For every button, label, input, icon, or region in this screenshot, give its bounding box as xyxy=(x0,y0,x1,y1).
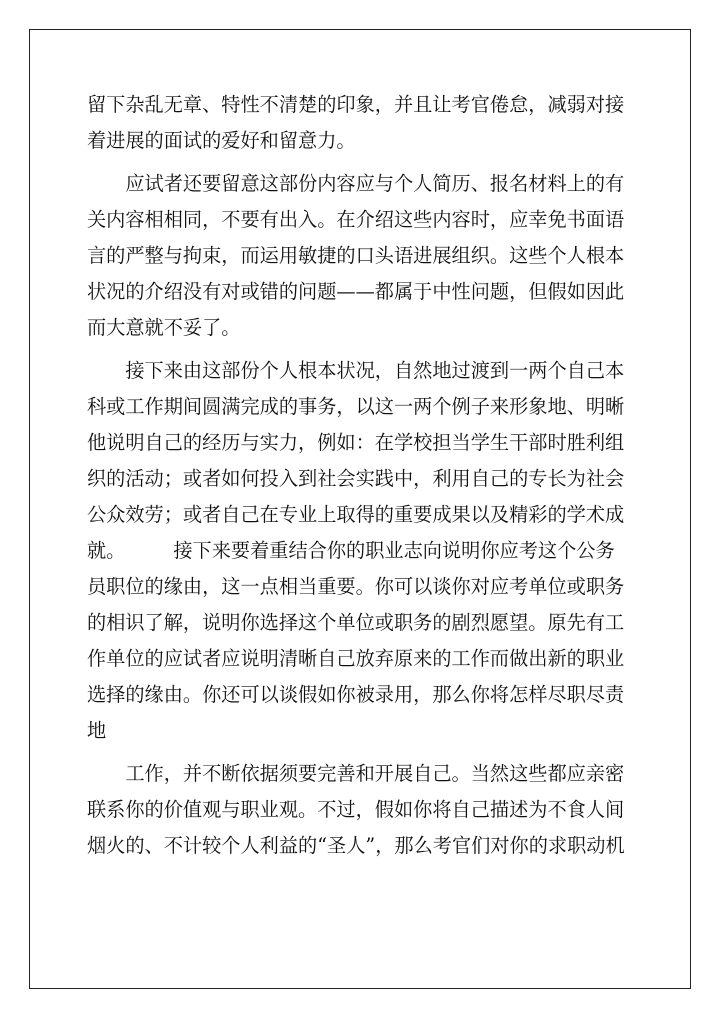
text-line: 着进展的面试的爱好和留意力。 xyxy=(87,129,356,152)
text-line: 烟火的、不计较个人利益的“圣人”，那么考官们对你的求职动机 xyxy=(87,834,625,857)
text-line: 工作，并不断依据须要完善和开展自己。当然这些都应亲密 xyxy=(87,762,625,785)
text-line: 接下来由这部份个人根本状况，自然地过渡到一两个自己本 xyxy=(87,359,625,382)
text-line: 关内容相相同，不要有出入。在介绍这些内容时，应幸免书面语 xyxy=(87,208,625,231)
text-line: 作单位的应试者应说明清晰自己放弃原来的工作而做出新的职业 xyxy=(87,647,625,670)
text-line: 的相识了解，说明你选择这个单位或职务的剧烈愿望。原先有工 xyxy=(87,611,625,634)
text-line: 留下杂乱无章、特性不清楚的印象，并且让考官倦怠，减弱对接 xyxy=(87,93,625,116)
text-line: 状况的介绍没有对或错的问题——都属于中性问题，但假如因此 xyxy=(87,280,625,303)
text-line: 他说明自己的经历与实力，例如：在学校担当学生干部时胜利组 xyxy=(87,431,625,454)
text-line: 而大意就不妥了。 xyxy=(87,316,241,339)
text-line: 公众效劳；或者自己在专业上取得的重要成果以及精彩的学术成 xyxy=(87,503,625,526)
text-line: 科或工作期间圆满完成的事务，以这一两个例子来形象地、明晰 xyxy=(87,395,625,418)
text-line: 选择的缘由。你还可以谈假如你被录用，那么你将怎样尽职尽责 xyxy=(87,683,625,706)
text-line: 就。 接下来要着重结合你的职业志向说明你应考这个公务 xyxy=(87,539,615,562)
text-line: 联系你的价值观与职业观。不过，假如你将自己描述为不食人间 xyxy=(87,798,625,821)
text-line: 言的严整与拘束，而运用敏捷的口头语进展组织。这些个人根本 xyxy=(87,244,625,267)
text-line: 应试者还要留意这部份内容应与个人简历、报名材料上的有 xyxy=(87,172,625,195)
text-line: 织的活动；或者如何投入到社会实践中，利用自己的专长为社会 xyxy=(87,467,625,490)
text-line: 地 xyxy=(87,719,107,742)
text-line: 员职位的缘由，这一点相当重要。你可以谈你对应考单位或职务 xyxy=(87,575,625,598)
